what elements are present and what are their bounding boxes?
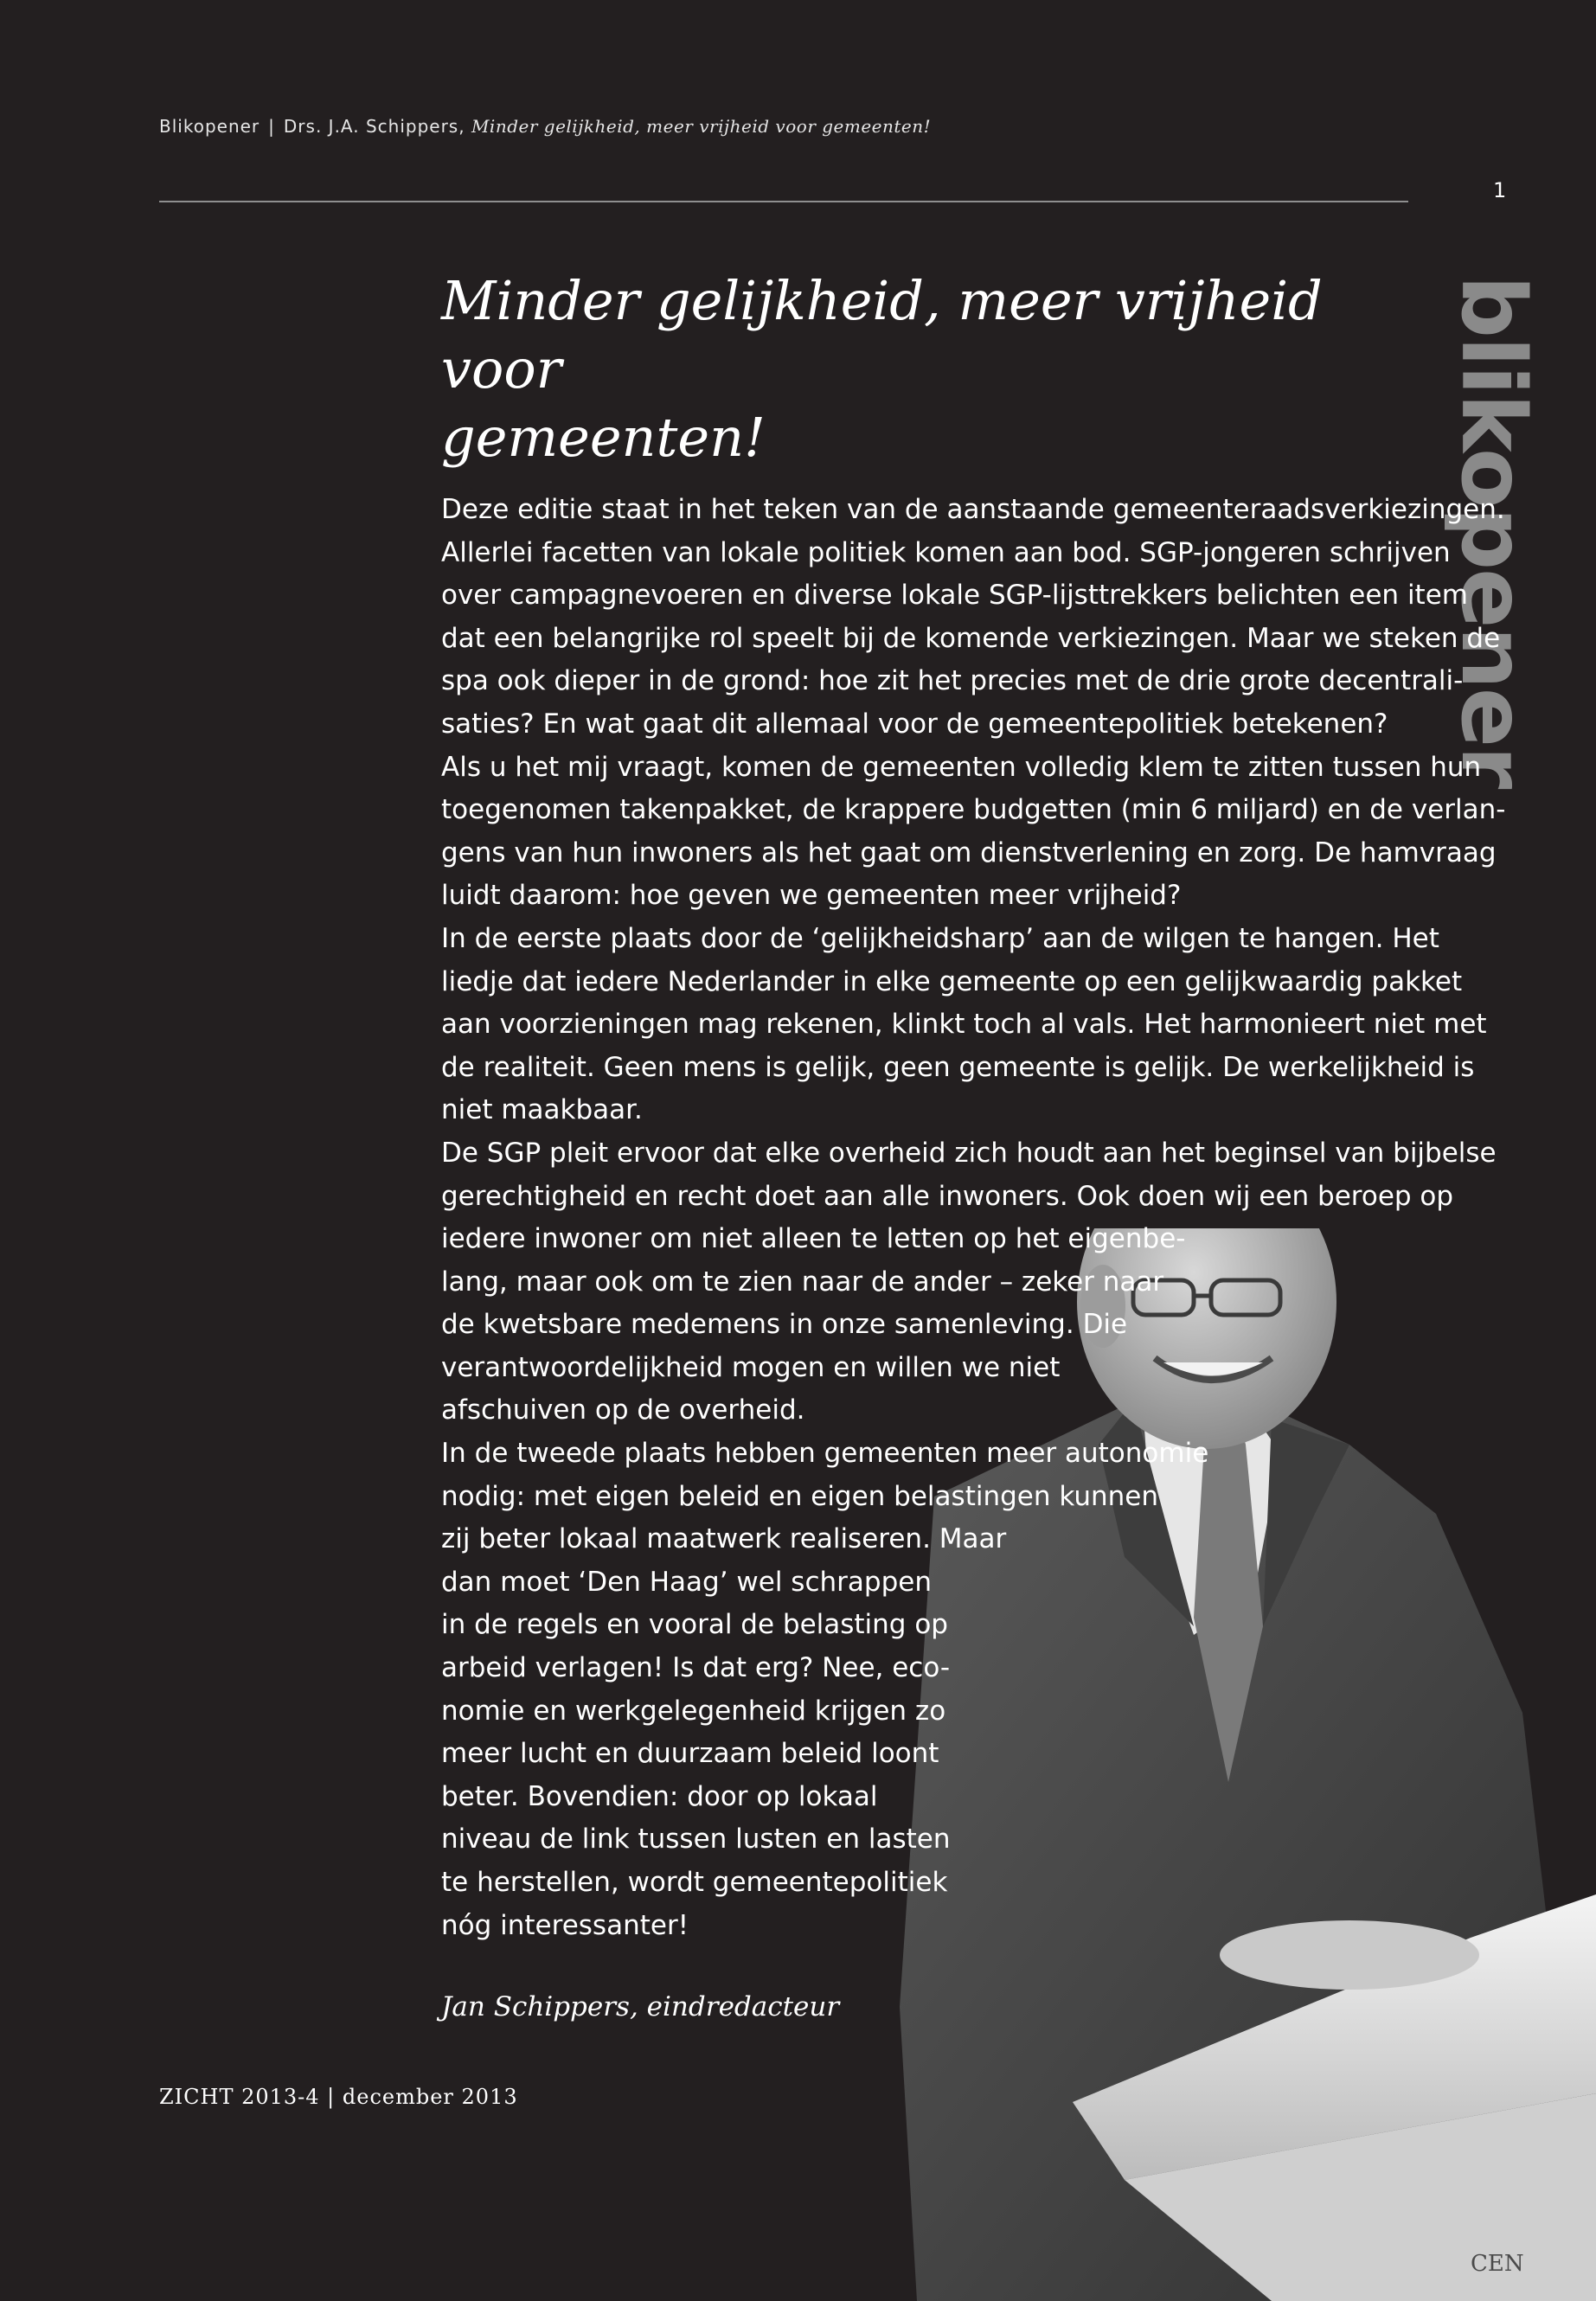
page-footer: ZICHT 2013-4 | december 2013 <box>159 2085 518 2109</box>
body-line: aan voorzieningen mag rekenen, klinkt toch al vals. Het harmonieert niet met <box>441 1009 1487 1041</box>
body-line: arbeid verlagen! Is dat erg? Nee, eco- <box>441 1652 951 1684</box>
header-separator: | <box>268 116 275 137</box>
body-line: de realiteit. Geen mens is gelijk, geen gemeente is gelijk. De werkelijkheid is <box>441 1051 1475 1083</box>
body-line: in de regels en vooral de belasting op <box>441 1609 948 1641</box>
page-title <box>441 266 1410 471</box>
article-body <box>441 489 1505 1947</box>
body-line: nodig: met eigen beleid en eigen belastingen kunnen <box>441 1480 1159 1512</box>
body-line: gerechtigheid en recht doet aan alle inwoners. Ook doen wij een beroep op <box>441 1180 1454 1212</box>
body-line: Allerlei facetten van lokale politiek komen aan bod. SGP-jongeren schrijven <box>441 536 1451 568</box>
body-line: liedje dat iedere Nederlander in elke gemeente op een gelijkwaardig pakket <box>441 965 1463 997</box>
body-line: dan moet ‘Den Haag’ wel schrappen <box>441 1566 932 1598</box>
body-line: de kwetsbare medemens in onze samenleving. Die <box>441 1309 1128 1341</box>
body-line: verantwoordelijkheid mogen en willen we niet <box>441 1351 1061 1383</box>
body-line: De SGP pleit ervoor dat elke overheid zich houdt aan het beginsel van bijbelse <box>441 1137 1497 1169</box>
running-head <box>159 116 931 137</box>
body-line: In de tweede plaats hebben gemeenten meer autonomie <box>441 1438 1209 1470</box>
section-label: blikopener <box>1441 275 1544 788</box>
body-line: Als u het mij vraagt, komen de gemeenten volledig klem te zitten tussen hun <box>441 751 1482 783</box>
body-line: In de eerste plaats door de ‘gelijkheidsharp’ aan de wilgen te hangen. Het <box>441 922 1439 954</box>
body-line: afschuiven op de overheid. <box>441 1394 805 1426</box>
body-line: niveau de link tussen lusten en lasten <box>441 1823 951 1856</box>
body-line: beter. Bovendien: door op lokaal <box>441 1780 878 1812</box>
signature: Jan Schippers, eindredacteur <box>441 1991 840 2022</box>
body-line: nomie en werkgelegenheid krijgen zo <box>441 1695 946 1727</box>
page-number: 1 <box>1493 178 1507 202</box>
body-line: iedere inwoner om niet alleen te letten op het eigenbe- <box>441 1223 1186 1255</box>
body-line: saties? En wat gaat dit allemaal voor de gemeentepolitiek betekenen? <box>441 708 1388 740</box>
title-line: gemeenten! <box>441 406 766 469</box>
body-line: meer lucht en duurzaam beleid loont <box>441 1738 939 1770</box>
body-line: zij beter lokaal maatwerk realiseren. Maar <box>441 1523 1007 1555</box>
header-rule <box>159 201 1408 202</box>
publication-name: Blikopener <box>159 116 260 137</box>
body-line: nóg interessanter! <box>441 1909 689 1941</box>
title-line: Minder gelijkheid, meer vrijheid voor <box>441 269 1323 401</box>
author-name: Drs. J.A. Schippers, <box>283 116 465 137</box>
body-line: lang, maar ook om te zien naar de ander – zeker naar <box>441 1266 1164 1298</box>
body-line: Deze editie staat in het teken van de aanstaande gemeenteraadsverkiezingen. <box>441 494 1505 525</box>
body-line: spa ook dieper in de grond: hoe zit het precies met de drie grote decentrali- <box>441 665 1464 697</box>
body-line: toegenomen takenpakket, de krappere budgetten (min 6 miljard) en de verlan- <box>441 794 1506 826</box>
body-line: te herstellen, wordt gemeentepolitiek <box>441 1867 948 1898</box>
article-title-short: Minder gelijkheid, meer vrijheid voor gemeenten! <box>471 116 932 137</box>
body-line: niet maakbaar. <box>441 1094 643 1126</box>
body-line: luidt daarom: hoe geven we gemeenten meer vrijheid? <box>441 880 1182 912</box>
lectern-lettering: CEN <box>1471 2251 1524 2277</box>
body-line: gens van hun inwoners als het gaat om dienstverlening en zorg. De hamvraag <box>441 836 1497 868</box>
body-line: over campagnevoeren en diverse lokale SGP-lijsttrekkers belichten een item <box>441 580 1468 612</box>
body-line: dat een belangrijke rol speelt bij de komende verkiezingen. Maar we steken de <box>441 622 1501 654</box>
